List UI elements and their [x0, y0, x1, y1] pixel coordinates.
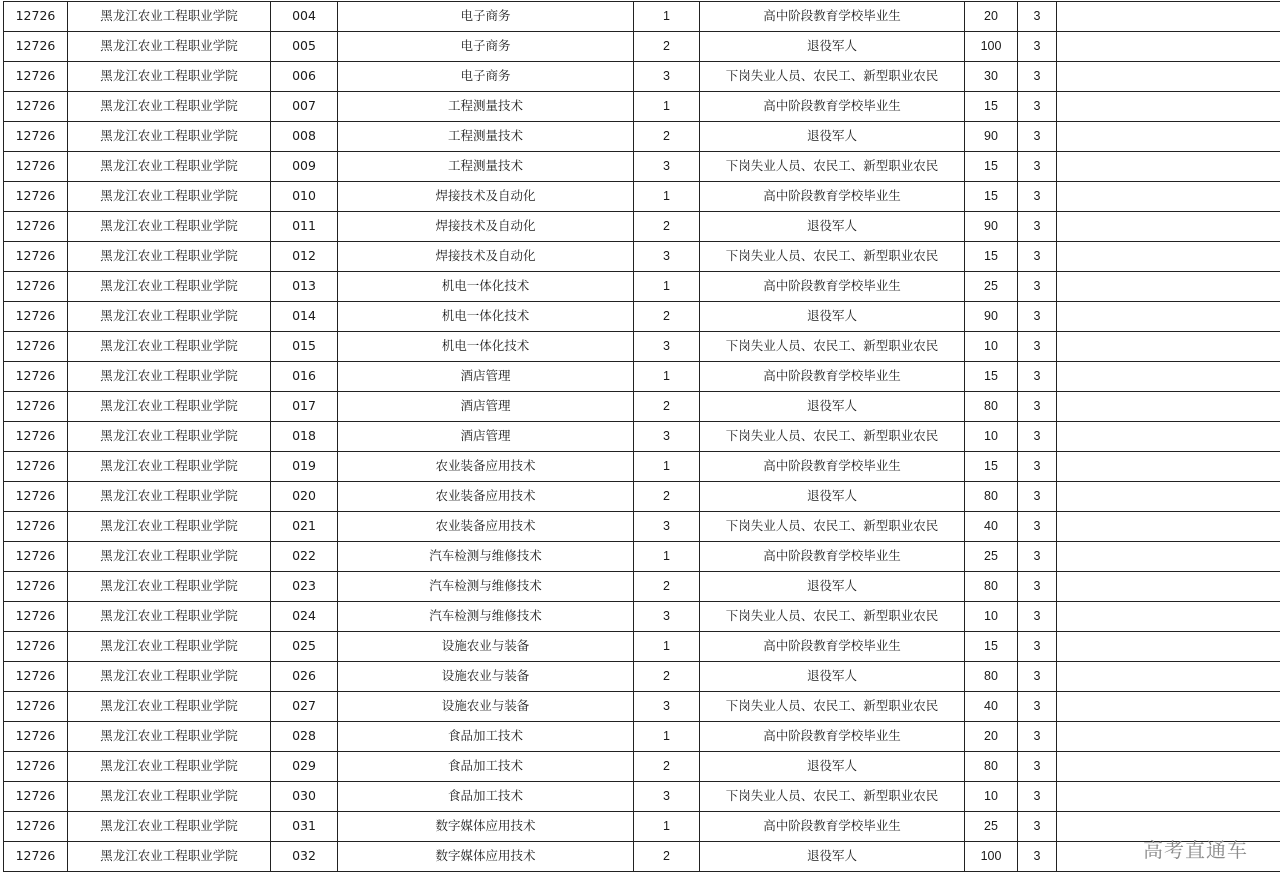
- school-name-cell: 黑龙江农业工程职业学院: [68, 212, 271, 242]
- major-name-cell: 汽车检测与维修技术: [338, 602, 634, 632]
- school-code-cell: 12726: [4, 842, 68, 872]
- major-number-cell: 004: [271, 2, 338, 32]
- school-code-cell: 12726: [4, 122, 68, 152]
- major-name-cell: 酒店管理: [338, 422, 634, 452]
- major-name-cell: 工程测量技术: [338, 92, 634, 122]
- remarks-cell: [1057, 332, 1280, 362]
- remarks-cell: [1057, 632, 1280, 662]
- enrollment-type-cell: 2: [634, 392, 700, 422]
- watermark-text: 高考直通车: [1143, 838, 1248, 862]
- major-name-cell: 农业装备应用技术: [338, 452, 634, 482]
- remarks-cell: [1057, 242, 1280, 272]
- school-code-cell: 12726: [4, 722, 68, 752]
- remarks-cell: [1057, 422, 1280, 452]
- duration-years-cell: 3: [1018, 542, 1057, 572]
- applicant-category-cell: 高中阶段教育学校毕业生: [700, 542, 965, 572]
- enrollment-type-cell: 3: [634, 692, 700, 722]
- school-name-cell: 黑龙江农业工程职业学院: [68, 542, 271, 572]
- table-row: [4, 272, 1280, 302]
- applicant-category-cell: 退役军人: [700, 392, 965, 422]
- major-number-cell: 012: [271, 242, 338, 272]
- school-name-cell: 黑龙江农业工程职业学院: [68, 392, 271, 422]
- school-code-cell: 12726: [4, 302, 68, 332]
- applicant-category-cell: 高中阶段教育学校毕业生: [700, 92, 965, 122]
- plan-count-cell: 15: [965, 92, 1018, 122]
- plan-count-cell: 80: [965, 752, 1018, 782]
- school-code-cell: 12726: [4, 692, 68, 722]
- plan-count-cell: 15: [965, 152, 1018, 182]
- major-number-cell: 025: [271, 632, 338, 662]
- plan-count-cell: 25: [965, 812, 1018, 842]
- school-name-cell: 黑龙江农业工程职业学院: [68, 2, 271, 32]
- remarks-cell: [1057, 722, 1280, 752]
- school-code-cell: 12726: [4, 812, 68, 842]
- remarks-cell: [1057, 782, 1280, 812]
- applicant-category-cell: 退役军人: [700, 482, 965, 512]
- remarks-cell: [1057, 752, 1280, 782]
- school-name-cell: 黑龙江农业工程职业学院: [68, 452, 271, 482]
- school-name-cell: 黑龙江农业工程职业学院: [68, 722, 271, 752]
- remarks-cell: [1057, 212, 1280, 242]
- school-code-cell: 12726: [4, 182, 68, 212]
- plan-count-cell: 15: [965, 632, 1018, 662]
- applicant-category-cell: 退役军人: [700, 212, 965, 242]
- major-number-cell: 029: [271, 752, 338, 782]
- remarks-cell: [1057, 482, 1280, 512]
- table-row: [4, 842, 1280, 872]
- major-number-cell: 018: [271, 422, 338, 452]
- enrollment-type-cell: 3: [634, 152, 700, 182]
- plan-count-cell: 10: [965, 332, 1018, 362]
- duration-years-cell: 3: [1018, 422, 1057, 452]
- plan-count-cell: 40: [965, 512, 1018, 542]
- enrollment-type-cell: 2: [634, 482, 700, 512]
- enrollment-type-cell: 1: [634, 272, 700, 302]
- school-name-cell: 黑龙江农业工程职业学院: [68, 152, 271, 182]
- applicant-category-cell: 退役军人: [700, 122, 965, 152]
- applicant-category-cell: 下岗失业人员、农民工、新型职业农民: [700, 152, 965, 182]
- table-row: [4, 332, 1280, 362]
- duration-years-cell: 3: [1018, 512, 1057, 542]
- major-name-cell: 农业装备应用技术: [338, 482, 634, 512]
- table-row: [4, 2, 1280, 32]
- applicant-category-cell: 退役军人: [700, 302, 965, 332]
- table-row: [4, 542, 1280, 572]
- major-number-cell: 020: [271, 482, 338, 512]
- table-row: [4, 62, 1280, 92]
- remarks-cell: [1057, 62, 1280, 92]
- major-name-cell: 食品加工技术: [338, 722, 634, 752]
- remarks-cell: [1057, 362, 1280, 392]
- table-row: [4, 572, 1280, 602]
- school-name-cell: 黑龙江农业工程职业学院: [68, 782, 271, 812]
- applicant-category-cell: 下岗失业人员、农民工、新型职业农民: [700, 332, 965, 362]
- major-number-cell: 028: [271, 722, 338, 752]
- applicant-category-cell: 下岗失业人员、农民工、新型职业农民: [700, 242, 965, 272]
- remarks-cell: [1057, 2, 1280, 32]
- school-name-cell: 黑龙江农业工程职业学院: [68, 332, 271, 362]
- plan-count-cell: 25: [965, 272, 1018, 302]
- duration-years-cell: 3: [1018, 2, 1057, 32]
- duration-years-cell: 3: [1018, 62, 1057, 92]
- table-row: [4, 392, 1280, 422]
- major-name-cell: 电子商务: [338, 32, 634, 62]
- table-body: [4, 2, 1280, 872]
- enrollment-type-cell: 1: [634, 452, 700, 482]
- applicant-category-cell: 高中阶段教育学校毕业生: [700, 182, 965, 212]
- major-number-cell: 007: [271, 92, 338, 122]
- plan-count-cell: 100: [965, 842, 1018, 872]
- duration-years-cell: 3: [1018, 302, 1057, 332]
- duration-years-cell: 3: [1018, 332, 1057, 362]
- major-number-cell: 016: [271, 362, 338, 392]
- major-number-cell: 023: [271, 572, 338, 602]
- school-name-cell: 黑龙江农业工程职业学院: [68, 242, 271, 272]
- table-row: [4, 302, 1280, 332]
- school-code-cell: 12726: [4, 152, 68, 182]
- enrollment-type-cell: 2: [634, 842, 700, 872]
- plan-count-cell: 90: [965, 122, 1018, 152]
- school-name-cell: 黑龙江农业工程职业学院: [68, 632, 271, 662]
- major-name-cell: 电子商务: [338, 2, 634, 32]
- duration-years-cell: 3: [1018, 692, 1057, 722]
- remarks-cell: [1057, 272, 1280, 302]
- major-name-cell: 食品加工技术: [338, 782, 634, 812]
- major-name-cell: 焊接技术及自动化: [338, 212, 634, 242]
- enrollment-type-cell: 3: [634, 602, 700, 632]
- major-name-cell: 酒店管理: [338, 362, 634, 392]
- duration-years-cell: 3: [1018, 212, 1057, 242]
- plan-count-cell: 20: [965, 2, 1018, 32]
- school-code-cell: 12726: [4, 452, 68, 482]
- table-row: [4, 422, 1280, 452]
- major-number-cell: 022: [271, 542, 338, 572]
- school-name-cell: 黑龙江农业工程职业学院: [68, 572, 271, 602]
- applicant-category-cell: 高中阶段教育学校毕业生: [700, 812, 965, 842]
- major-name-cell: 数字媒体应用技术: [338, 842, 634, 872]
- school-name-cell: 黑龙江农业工程职业学院: [68, 362, 271, 392]
- major-name-cell: 农业装备应用技术: [338, 512, 634, 542]
- duration-years-cell: 3: [1018, 122, 1057, 152]
- remarks-cell: [1057, 122, 1280, 152]
- plan-count-cell: 25: [965, 542, 1018, 572]
- school-name-cell: 黑龙江农业工程职业学院: [68, 662, 271, 692]
- applicant-category-cell: 高中阶段教育学校毕业生: [700, 2, 965, 32]
- major-number-cell: 005: [271, 32, 338, 62]
- duration-years-cell: 3: [1018, 632, 1057, 662]
- major-number-cell: 030: [271, 782, 338, 812]
- major-name-cell: 数字媒体应用技术: [338, 812, 634, 842]
- enrollment-type-cell: 1: [634, 812, 700, 842]
- table-row: [4, 662, 1280, 692]
- plan-count-cell: 10: [965, 422, 1018, 452]
- school-code-cell: 12726: [4, 362, 68, 392]
- school-code-cell: 12726: [4, 572, 68, 602]
- applicant-category-cell: 下岗失业人员、农民工、新型职业农民: [700, 62, 965, 92]
- school-name-cell: 黑龙江农业工程职业学院: [68, 512, 271, 542]
- applicant-category-cell: 下岗失业人员、农民工、新型职业农民: [700, 602, 965, 632]
- enrollment-type-cell: 3: [634, 62, 700, 92]
- school-code-cell: 12726: [4, 392, 68, 422]
- duration-years-cell: 3: [1018, 182, 1057, 212]
- table-row: [4, 452, 1280, 482]
- remarks-cell: [1057, 302, 1280, 332]
- remarks-cell: [1057, 602, 1280, 632]
- table-row: [4, 362, 1280, 392]
- enrollment-type-cell: 1: [634, 632, 700, 662]
- major-number-cell: 017: [271, 392, 338, 422]
- remarks-cell: [1057, 542, 1280, 572]
- table-row: [4, 212, 1280, 242]
- major-number-cell: 026: [271, 662, 338, 692]
- remarks-cell: [1057, 512, 1280, 542]
- duration-years-cell: 3: [1018, 482, 1057, 512]
- enrollment-type-cell: 2: [634, 662, 700, 692]
- plan-count-cell: 15: [965, 362, 1018, 392]
- duration-years-cell: 3: [1018, 362, 1057, 392]
- plan-count-cell: 10: [965, 782, 1018, 812]
- plan-count-cell: 80: [965, 482, 1018, 512]
- remarks-cell: [1057, 92, 1280, 122]
- table-row: [4, 482, 1280, 512]
- major-name-cell: 机电一体化技术: [338, 302, 634, 332]
- enrollment-type-cell: 2: [634, 752, 700, 782]
- major-number-cell: 008: [271, 122, 338, 152]
- table-row: [4, 782, 1280, 812]
- major-name-cell: 汽车检测与维修技术: [338, 542, 634, 572]
- plan-count-cell: 10: [965, 602, 1018, 632]
- major-number-cell: 014: [271, 302, 338, 332]
- major-name-cell: 机电一体化技术: [338, 272, 634, 302]
- major-name-cell: 电子商务: [338, 62, 634, 92]
- major-number-cell: 011: [271, 212, 338, 242]
- major-name-cell: 汽车检测与维修技术: [338, 572, 634, 602]
- table-row: [4, 92, 1280, 122]
- enrollment-type-cell: 2: [634, 32, 700, 62]
- duration-years-cell: 3: [1018, 392, 1057, 422]
- plan-count-cell: 15: [965, 182, 1018, 212]
- plan-count-cell: 100: [965, 32, 1018, 62]
- plan-count-cell: 40: [965, 692, 1018, 722]
- remarks-cell: [1057, 152, 1280, 182]
- school-name-cell: 黑龙江农业工程职业学院: [68, 842, 271, 872]
- enrollment-type-cell: 2: [634, 212, 700, 242]
- remarks-cell: [1057, 692, 1280, 722]
- applicant-category-cell: 下岗失业人员、农民工、新型职业农民: [700, 782, 965, 812]
- applicant-category-cell: 退役军人: [700, 572, 965, 602]
- school-code-cell: 12726: [4, 92, 68, 122]
- plan-count-cell: 30: [965, 62, 1018, 92]
- table-row: [4, 722, 1280, 752]
- school-name-cell: 黑龙江农业工程职业学院: [68, 62, 271, 92]
- school-name-cell: 黑龙江农业工程职业学院: [68, 92, 271, 122]
- school-code-cell: 12726: [4, 782, 68, 812]
- major-number-cell: 019: [271, 452, 338, 482]
- enrollment-type-cell: 1: [634, 182, 700, 212]
- duration-years-cell: 3: [1018, 662, 1057, 692]
- applicant-category-cell: 退役军人: [700, 32, 965, 62]
- table-row: [4, 152, 1280, 182]
- duration-years-cell: 3: [1018, 842, 1057, 872]
- applicant-category-cell: 下岗失业人员、农民工、新型职业农民: [700, 512, 965, 542]
- applicant-category-cell: 高中阶段教育学校毕业生: [700, 722, 965, 752]
- school-code-cell: 12726: [4, 2, 68, 32]
- duration-years-cell: 3: [1018, 242, 1057, 272]
- duration-years-cell: 3: [1018, 812, 1057, 842]
- major-number-cell: 031: [271, 812, 338, 842]
- major-name-cell: 工程测量技术: [338, 152, 634, 182]
- school-name-cell: 黑龙江农业工程职业学院: [68, 182, 271, 212]
- school-name-cell: 黑龙江农业工程职业学院: [68, 422, 271, 452]
- school-code-cell: 12726: [4, 242, 68, 272]
- enrollment-type-cell: 1: [634, 2, 700, 32]
- major-name-cell: 设施农业与装备: [338, 692, 634, 722]
- applicant-category-cell: 下岗失业人员、农民工、新型职业农民: [700, 692, 965, 722]
- table-row: [4, 242, 1280, 272]
- remarks-cell: [1057, 662, 1280, 692]
- school-code-cell: 12726: [4, 422, 68, 452]
- duration-years-cell: 3: [1018, 572, 1057, 602]
- applicant-category-cell: 退役军人: [700, 842, 965, 872]
- plan-count-cell: 15: [965, 242, 1018, 272]
- plan-count-cell: 80: [965, 392, 1018, 422]
- applicant-category-cell: 高中阶段教育学校毕业生: [700, 632, 965, 662]
- enrollment-type-cell: 3: [634, 332, 700, 362]
- plan-count-cell: 20: [965, 722, 1018, 752]
- major-name-cell: 设施农业与装备: [338, 662, 634, 692]
- school-name-cell: 黑龙江农业工程职业学院: [68, 302, 271, 332]
- applicant-category-cell: 退役军人: [700, 752, 965, 782]
- plan-count-cell: 90: [965, 302, 1018, 332]
- table-row: [4, 122, 1280, 152]
- school-code-cell: 12726: [4, 32, 68, 62]
- major-name-cell: 焊接技术及自动化: [338, 182, 634, 212]
- duration-years-cell: 3: [1018, 272, 1057, 302]
- school-code-cell: 12726: [4, 542, 68, 572]
- school-code-cell: 12726: [4, 602, 68, 632]
- remarks-cell: [1057, 182, 1280, 212]
- duration-years-cell: 3: [1018, 32, 1057, 62]
- remarks-cell: [1057, 32, 1280, 62]
- school-code-cell: 12726: [4, 482, 68, 512]
- school-code-cell: 12726: [4, 512, 68, 542]
- enrollment-type-cell: 3: [634, 242, 700, 272]
- major-name-cell: 设施农业与装备: [338, 632, 634, 662]
- school-name-cell: 黑龙江农业工程职业学院: [68, 32, 271, 62]
- plan-count-cell: 15: [965, 452, 1018, 482]
- major-number-cell: 027: [271, 692, 338, 722]
- enrollment-type-cell: 1: [634, 362, 700, 392]
- major-number-cell: 013: [271, 272, 338, 302]
- table-row: [4, 632, 1280, 662]
- school-name-cell: 黑龙江农业工程职业学院: [68, 272, 271, 302]
- major-name-cell: 焊接技术及自动化: [338, 242, 634, 272]
- table-row: [4, 752, 1280, 782]
- table-row: [4, 182, 1280, 212]
- plan-count-cell: 90: [965, 212, 1018, 242]
- plan-count-cell: 80: [965, 662, 1018, 692]
- table-row: [4, 692, 1280, 722]
- enrollment-type-cell: 2: [634, 572, 700, 602]
- school-name-cell: 黑龙江农业工程职业学院: [68, 752, 271, 782]
- applicant-category-cell: 高中阶段教育学校毕业生: [700, 272, 965, 302]
- school-name-cell: 黑龙江农业工程职业学院: [68, 812, 271, 842]
- school-code-cell: 12726: [4, 62, 68, 92]
- admissions-table: [3, 1, 1280, 872]
- school-code-cell: 12726: [4, 632, 68, 662]
- remarks-cell: [1057, 452, 1280, 482]
- duration-years-cell: 3: [1018, 452, 1057, 482]
- major-number-cell: 021: [271, 512, 338, 542]
- school-code-cell: 12726: [4, 332, 68, 362]
- table-row: [4, 512, 1280, 542]
- school-code-cell: 12726: [4, 272, 68, 302]
- enrollment-type-cell: 3: [634, 512, 700, 542]
- enrollment-type-cell: 1: [634, 92, 700, 122]
- major-number-cell: 032: [271, 842, 338, 872]
- duration-years-cell: 3: [1018, 752, 1057, 782]
- duration-years-cell: 3: [1018, 152, 1057, 182]
- major-name-cell: 食品加工技术: [338, 752, 634, 782]
- school-name-cell: 黑龙江农业工程职业学院: [68, 122, 271, 152]
- school-name-cell: 黑龙江农业工程职业学院: [68, 482, 271, 512]
- major-name-cell: 酒店管理: [338, 392, 634, 422]
- school-code-cell: 12726: [4, 212, 68, 242]
- school-code-cell: 12726: [4, 752, 68, 782]
- enrollment-type-cell: 1: [634, 722, 700, 752]
- major-number-cell: 006: [271, 62, 338, 92]
- table-row: [4, 812, 1280, 842]
- major-number-cell: 015: [271, 332, 338, 362]
- remarks-cell: [1057, 572, 1280, 602]
- duration-years-cell: 3: [1018, 782, 1057, 812]
- duration-years-cell: 3: [1018, 722, 1057, 752]
- school-code-cell: 12726: [4, 662, 68, 692]
- school-name-cell: 黑龙江农业工程职业学院: [68, 692, 271, 722]
- applicant-category-cell: 退役军人: [700, 662, 965, 692]
- major-name-cell: 工程测量技术: [338, 122, 634, 152]
- enrollment-type-cell: 3: [634, 422, 700, 452]
- applicant-category-cell: 下岗失业人员、农民工、新型职业农民: [700, 422, 965, 452]
- applicant-category-cell: 高中阶段教育学校毕业生: [700, 362, 965, 392]
- major-number-cell: 010: [271, 182, 338, 212]
- major-number-cell: 024: [271, 602, 338, 632]
- duration-years-cell: 3: [1018, 92, 1057, 122]
- major-name-cell: 机电一体化技术: [338, 332, 634, 362]
- enrollment-type-cell: 3: [634, 782, 700, 812]
- duration-years-cell: 3: [1018, 602, 1057, 632]
- school-name-cell: 黑龙江农业工程职业学院: [68, 602, 271, 632]
- enrollment-type-cell: 1: [634, 542, 700, 572]
- enrollment-type-cell: 2: [634, 122, 700, 152]
- remarks-cell: [1057, 392, 1280, 422]
- table-row: [4, 32, 1280, 62]
- major-number-cell: 009: [271, 152, 338, 182]
- applicant-category-cell: 高中阶段教育学校毕业生: [700, 452, 965, 482]
- plan-count-cell: 80: [965, 572, 1018, 602]
- table-row: [4, 602, 1280, 632]
- enrollment-type-cell: 2: [634, 302, 700, 332]
